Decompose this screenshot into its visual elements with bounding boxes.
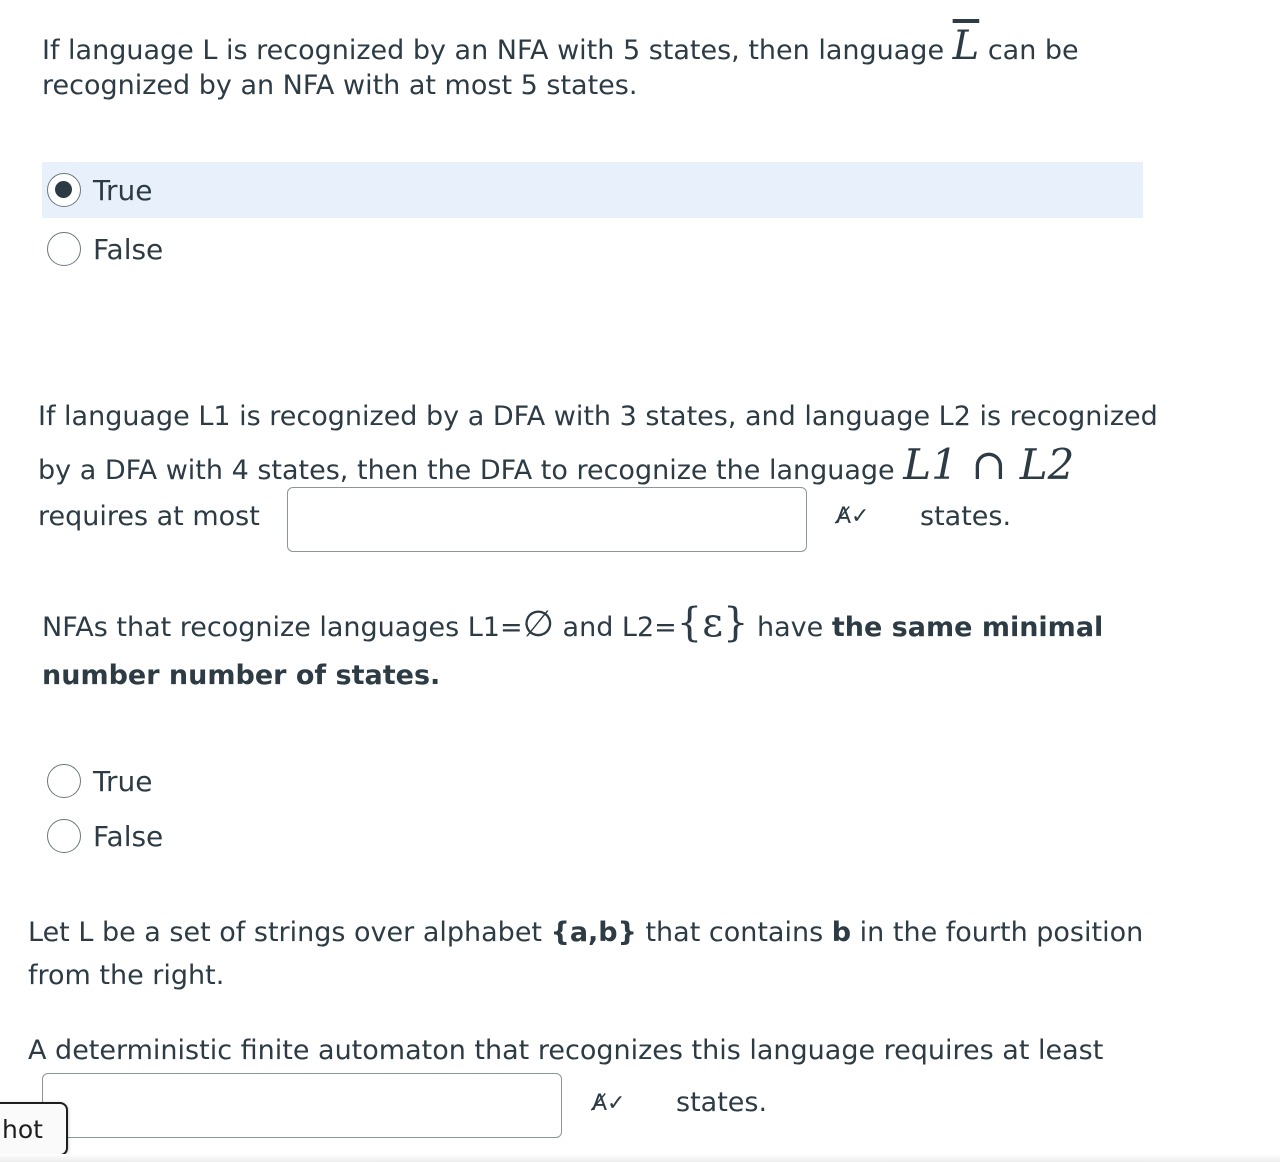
q4-suffix: states.: [676, 1087, 768, 1118]
radio-button-checked[interactable]: [47, 173, 81, 207]
option-label: True: [93, 764, 153, 798]
screenshot-button[interactable]: [0, 1102, 68, 1156]
q1-option-false[interactable]: [42, 221, 1143, 277]
q1-math-l-bar: $\overline{L}$: [952, 23, 980, 69]
q1-text-line1: If language L is recognized by an NFA with 5 states, then language $\overline{L}$ can be: [42, 23, 1079, 69]
q3-option-false[interactable]: [42, 808, 1143, 864]
screenshot-button-label: hot: [2, 1114, 43, 1144]
radio-button[interactable]: [47, 232, 81, 266]
q2-math-intersection: L1 ∩ L2: [903, 440, 1075, 489]
q3-text-line2: number number of states.: [42, 660, 441, 691]
q1-text-line2: recognized by an NFA with at most 5 states.: [42, 70, 638, 101]
radio-button[interactable]: [47, 819, 81, 853]
spellcheck-icon[interactable]: A̸✓: [836, 504, 870, 529]
q2-prefix: requires at most: [38, 501, 260, 532]
q4-text-line3: A deterministic finite automaton that recognizes this language requires at least: [28, 1035, 1104, 1066]
q3-option-true[interactable]: [42, 753, 1143, 809]
radio-button[interactable]: [47, 764, 81, 798]
option-label: False: [93, 232, 164, 266]
q2-suffix: states.: [920, 501, 1012, 532]
q4-text-line1: Let L be a set of strings over alphabet {a,b} that contains b in the fourth position: [28, 917, 1144, 948]
option-label: True: [93, 173, 153, 207]
q4-text-line2: from the right.: [28, 960, 225, 991]
spellcheck-icon[interactable]: A̸✓: [592, 1091, 626, 1116]
q2-text-line2: by a DFA with 4 states, then the DFA to recognize the language L1 ∩ L2: [38, 440, 1075, 489]
bottom-edge: [0, 1154, 1280, 1162]
q4-answer-input[interactable]: [42, 1073, 562, 1138]
q2-text-line1: If language L1 is recognized by a DFA with 3 states, and language L2 is recognized: [38, 401, 1158, 432]
q3-text-line1: NFAs that recognize languages L1=∅ and L2={ε} have the same minimal: [42, 600, 1104, 646]
q2-answer-input[interactable]: [287, 487, 807, 552]
q1-option-true[interactable]: [42, 162, 1143, 218]
q3-epsilon-set: {ε}: [676, 600, 749, 646]
option-label: False: [93, 819, 164, 853]
q3-empty-set: ∅: [522, 604, 554, 645]
